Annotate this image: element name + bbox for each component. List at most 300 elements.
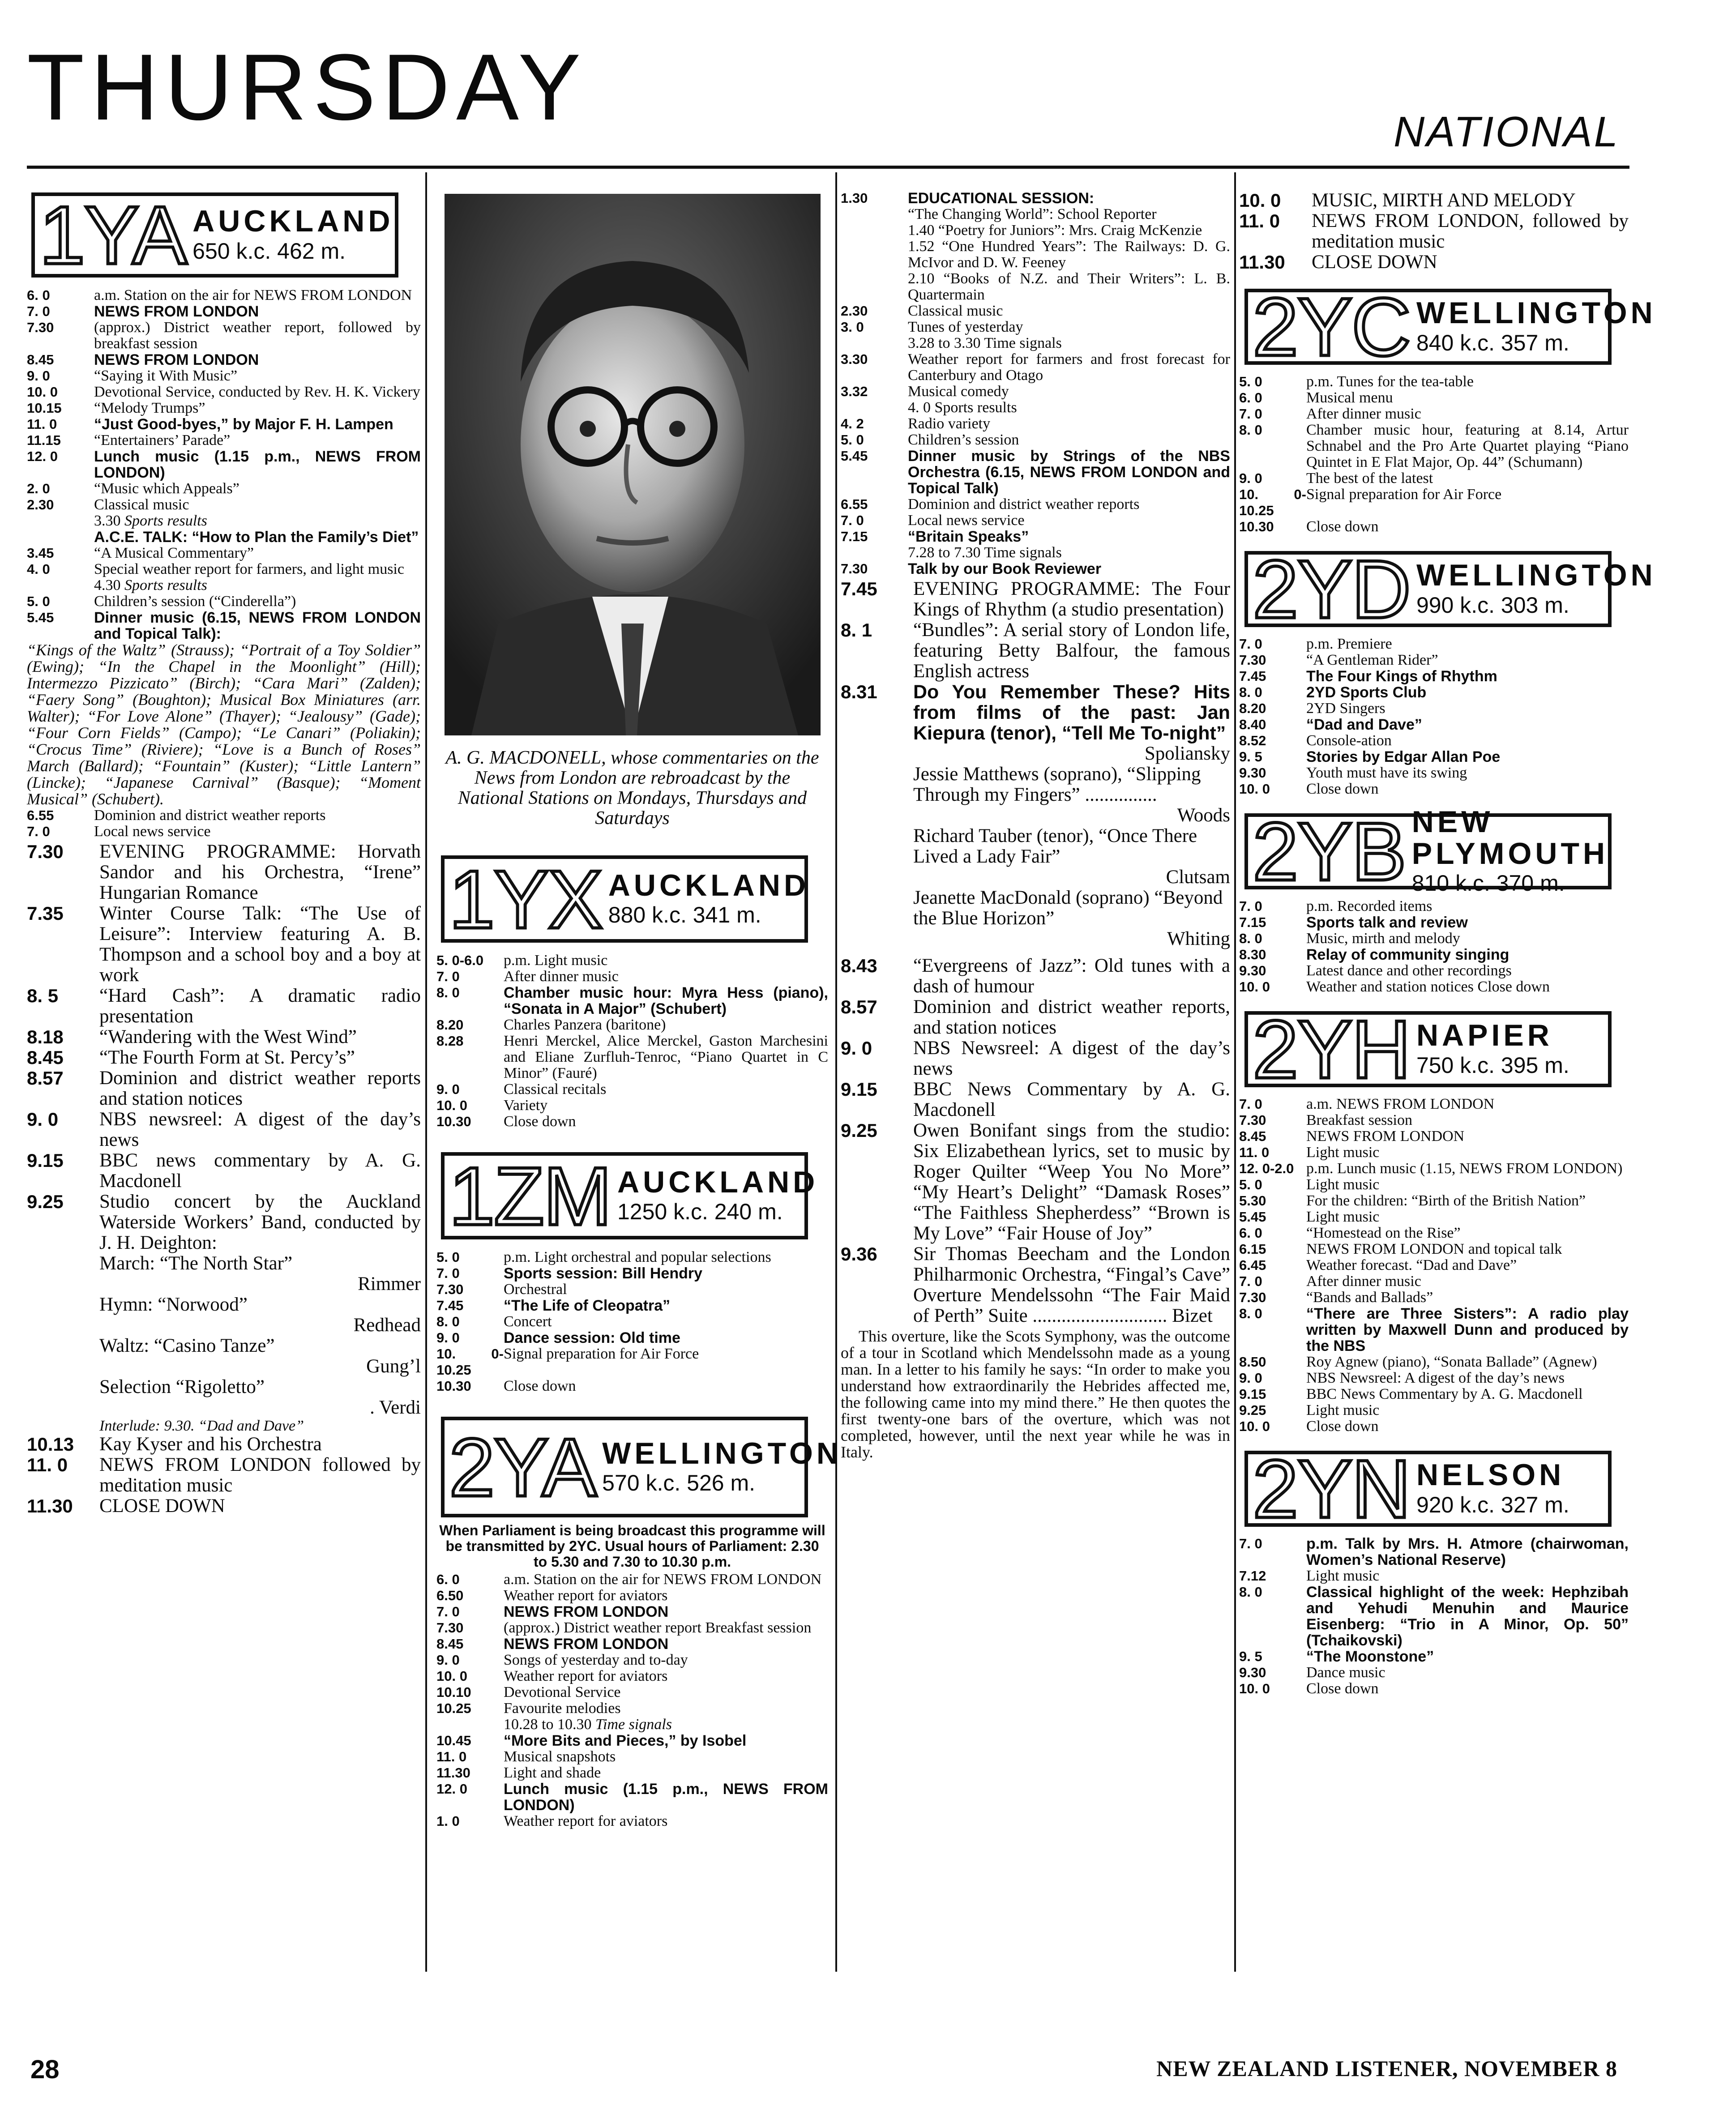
programme-entry (436, 1249, 828, 1265)
entry-time: 8.40 (1239, 717, 1266, 732)
entry-text: Dinner music (6.15, NEWS FROM LONDON and Topical Talk): (94, 609, 421, 642)
entry-text: Dominion and district weather reports and station notices (99, 1068, 421, 1109)
entry-text: NEWS FROM LONDON (1306, 1128, 1465, 1145)
entry-text: Light music (1306, 1568, 1380, 1584)
twoya-closing-list (1239, 190, 1629, 273)
entry-text: Close down (1306, 1680, 1379, 1697)
entry-text: Local news service (908, 512, 1025, 529)
entry-text: “Britain Speaks” (908, 528, 1029, 545)
entry-text: Signal preparation for Air Force (504, 1346, 699, 1362)
station-box-2yh (1244, 1003, 1612, 1095)
credit-title: Richard Tauber (tenor), “Once There Lived a Lady Fair” (913, 825, 1197, 867)
entry-text: Tunes of yesterday (908, 319, 1023, 335)
entry-text: Light music (1306, 1144, 1380, 1161)
programme-entry (1239, 684, 1629, 701)
entry-time: 7. 0 (841, 513, 864, 528)
entry-time: 7.30 (1239, 1112, 1266, 1128)
programme-entry (436, 1749, 828, 1765)
portrait-photo (445, 194, 821, 735)
entry-time: 7.30 (436, 1620, 464, 1636)
programme-entry (841, 448, 1230, 496)
programme-entry (436, 985, 828, 1017)
twoya-late-list (841, 956, 1230, 1326)
station-frequency: 840 k.c. 357 m. (1416, 330, 1569, 355)
entry-text: Close down (1306, 518, 1379, 535)
callsign: 1YX (449, 853, 602, 945)
programme-entry (1239, 1418, 1629, 1435)
entry-text: Dinner music by Strings of the NBS Orchestra (6.15, NEWS FROM LONDON and Topical Talk) (908, 448, 1230, 497)
programme-entry (1239, 979, 1629, 995)
programme-entry (1239, 190, 1629, 211)
entry-text: Devotional Service (504, 1684, 621, 1700)
credit-title: March: “The North Star” (99, 1253, 293, 1274)
entry-text: After dinner music (1306, 406, 1421, 422)
credit-title: Selection “Rigoletto” (99, 1376, 265, 1397)
entry-text: The best of the latest (1306, 470, 1433, 487)
programme-entry (1239, 1536, 1629, 1568)
station-box-1zm (441, 1149, 819, 1242)
entry-time: 10. 0 (1239, 979, 1270, 995)
entry-time: 10. 0 (1239, 1418, 1270, 1434)
entry-text: p.m. Light orchestral and popular selections (504, 1249, 771, 1265)
entry-time: 11.30 (27, 1495, 73, 1516)
programme-entry (1239, 1193, 1629, 1209)
programme-entry (27, 416, 421, 432)
entry-text: NBS Newsreel: A digest of the day’s news (1306, 1370, 1565, 1386)
entry-text: NEWS FROM LONDON (504, 1603, 669, 1620)
entry-text: Weather report for aviators (504, 1813, 668, 1829)
entry-text: Dance session: Old time (504, 1329, 680, 1346)
programme-entry (841, 319, 1230, 335)
publication-line: NEW ZEALAND LISTENER, NOVEMBER 8 (1156, 2056, 1617, 2081)
programme-entry (841, 400, 1230, 416)
entry-time: 9.25 (841, 1120, 877, 1141)
entry-time: 7. 0 (1239, 406, 1262, 422)
programme-entry (436, 1265, 828, 1282)
entry-time: 5.45 (841, 448, 868, 464)
entry-text: Close down (504, 1113, 576, 1130)
callsign: 2YD (1253, 543, 1410, 635)
sub-entry: 4.30 Sports results (94, 577, 207, 594)
entry-time: 6. 0 (1239, 390, 1262, 406)
entry-time: 5. 0 (27, 594, 50, 609)
station-box-2ya (441, 1417, 842, 1517)
programme-entry (1239, 668, 1629, 684)
callsign: 2YB (1253, 805, 1406, 897)
entry-text: Weather report for aviators (504, 1668, 668, 1684)
programme-entry (1239, 1241, 1629, 1257)
entry-text: p.m. Premiere (1306, 636, 1392, 652)
programme-entry (1239, 749, 1629, 765)
programme-entry (27, 842, 421, 903)
entry-time: 7. 0 (1239, 1273, 1262, 1289)
entry-time: 11.15 (27, 432, 61, 448)
entry-time: 11. 0 (27, 416, 57, 432)
entry-text: Kay Kyser and his Orchestra (99, 1434, 322, 1455)
entry-text: Breakfast session (1306, 1112, 1413, 1128)
credit-composer: Woods (1177, 805, 1230, 826)
entry-time: 1.30 (841, 190, 868, 206)
programme-entry (436, 1620, 828, 1636)
entry-text: 2YD Sports Club (1306, 684, 1427, 701)
twoyn-list (1239, 1536, 1629, 1697)
programme-entry (841, 545, 1230, 561)
music-credit (913, 743, 1230, 764)
entry-text: “A Gentleman Rider” (1306, 652, 1438, 668)
entry-time: 7. 0 (1239, 1096, 1262, 1112)
entry-time: 10.13 (27, 1434, 74, 1455)
programme-entry (841, 1079, 1230, 1120)
entry-text: “Evergreens of Jazz”: Old tunes with a dash of humour (913, 955, 1230, 997)
entry-text: Owen Bonifant sings from the studio: Six Elizabethean lyrics, set to music by Roger Quilter “Weep You No More” “My Heart’s Delight” “Damask Roses” “The Faithless Shepherdess” “Brown is My Love” “Fair House of Joy” (913, 1120, 1230, 1244)
credit-composer: Clutsam (1166, 867, 1230, 888)
entry-time: 8.45 (27, 1047, 64, 1068)
programme-entry (841, 190, 1230, 206)
entry-text: NEWS FROM LONDON (94, 351, 259, 368)
station-city: WELLINGTON (1416, 296, 1656, 330)
programme-entry (1239, 1273, 1629, 1290)
entry-text: After dinner music (504, 968, 619, 985)
entry-time: 5. 0 (1239, 1177, 1262, 1192)
entry-text: Latest dance and other recordings (1306, 962, 1512, 979)
programme-entry (27, 1150, 421, 1192)
entry-time: 9.15 (841, 1079, 877, 1100)
station-frequency: 880 k.c. 341 m. (608, 902, 761, 928)
programme-entry (1239, 1402, 1629, 1418)
entry-time: 10.15 (27, 400, 62, 416)
sub-entry: A.C.E. TALK: “How to Plan the Family’s Diet” (94, 529, 419, 546)
music-credit (99, 1294, 421, 1336)
entry-time: 7. 0 (436, 969, 460, 984)
programme-entry (27, 1047, 421, 1068)
entry-time: 9.15 (27, 1150, 64, 1171)
programme-entry (436, 1604, 828, 1620)
programme-entry (436, 1765, 828, 1781)
entry-time: 6. 0 (1239, 1225, 1262, 1241)
entry-time: 2.30 (27, 497, 54, 513)
programme-entry (1239, 701, 1629, 717)
entry-text: NEWS FROM LONDON (94, 303, 259, 320)
programme-entry (1239, 947, 1629, 963)
entry-text: 4. 0 Sports results (908, 399, 1017, 416)
twoya-list (432, 1572, 833, 1829)
programme-entry (841, 956, 1230, 997)
entry-text: Console-ation (1306, 732, 1392, 749)
programme-entry (27, 561, 421, 577)
entry-time: 6.55 (841, 496, 868, 512)
entry-time: 11.30 (436, 1765, 470, 1781)
programme-entry (1239, 1225, 1629, 1241)
entry-text: Studio concert by the Auckland Waterside Workers’ Band, conducted by J. H. Deighton: (99, 1191, 421, 1253)
entry-time: 8.45 (1239, 1128, 1266, 1144)
entry-time: 7.30 (27, 841, 64, 862)
entry-text: 3.28 to 3.30 Time signals (908, 335, 1062, 351)
programme-entry (1239, 211, 1629, 252)
entry-text: Sports session: Bill Hendry (504, 1265, 702, 1282)
programme-entry (436, 1330, 828, 1346)
entry-text: Do You Remember These? Hits from films of the past: Jan Kiepura (tenor), “Tell Me To-night” (913, 681, 1230, 744)
entry-text: Weather forecast. “Dad and Dave” (1306, 1257, 1517, 1273)
entry-text: Local news service (94, 823, 211, 840)
entry-text: Chamber music hour: Myra Hess (piano), “Sonata in A Major” (Schubert) (504, 984, 828, 1017)
parliament-note: When Parliament is being broadcast this programme will be transmitted by 2YC. Usual hours of Parliament: 2.30 to 5.30 and 7.30 to 10.30 p.m. (439, 1522, 825, 1570)
entry-time: 7. 0 (27, 303, 50, 319)
entry-text: Talk by our Book Reviewer (908, 560, 1102, 577)
entry-time: 8. 0 (436, 985, 460, 1000)
entry-time: 11. 0 (1239, 210, 1280, 231)
twoyc-list (1239, 374, 1629, 535)
station-frequency: 990 k.c. 303 m. (1416, 592, 1569, 618)
entry-text: Weather report for farmers and frost forecast for Canterbury and Otago (908, 351, 1230, 384)
programme-entry (436, 953, 828, 969)
programme-entry (1239, 931, 1629, 947)
entry-text: Roy Agnew (piano), “Sonata Ballade” (Agnew) (1306, 1354, 1597, 1370)
station-box-2yc (1244, 281, 1656, 373)
entry-text: “Music which Appeals” (94, 480, 239, 497)
entry-text: Youth must have its swing (1306, 765, 1467, 781)
entry-time (841, 400, 908, 416)
entry-text: (approx.) District weather report Breakfast session (504, 1619, 812, 1636)
programme-entry (436, 1298, 828, 1314)
entry-time: 10. 0 (436, 1098, 467, 1113)
twoya-evening-list (841, 579, 1230, 743)
entry-time: 7. 0 (436, 1265, 460, 1281)
programme-entry (27, 1068, 421, 1109)
entry-time: 8.50 (1239, 1354, 1266, 1370)
entry-text: Orchestral (504, 1281, 567, 1298)
entry-text: “There are Three Sisters”: A radio play written by Maxwell Dunn and produced by the NBS (1306, 1305, 1629, 1354)
entry-time: 8.18 (27, 1026, 64, 1047)
top-rule (27, 166, 1629, 169)
programme-entry (436, 1033, 828, 1081)
iyx-list (432, 953, 833, 1130)
izm-list (432, 1249, 833, 1394)
entry-time: 8.20 (436, 1017, 464, 1033)
entry-time: 5. 0 (841, 432, 864, 448)
entry-time: 9.30 (1239, 765, 1266, 781)
credit-title: Hymn: “Norwood” (99, 1294, 248, 1315)
programme-entry (27, 287, 421, 303)
programme-entry (27, 824, 421, 840)
entry-time: 9. 0 (27, 368, 50, 384)
programme-entry (841, 1038, 1230, 1079)
entry-time: 8.28 (436, 1033, 464, 1049)
entry-time: 9.25 (1239, 1402, 1266, 1418)
entry-time: 9. 5 (1239, 1649, 1262, 1664)
programme-entry (436, 1346, 828, 1378)
entry-time: 6. 0 (436, 1572, 460, 1587)
programme-entry (27, 986, 421, 1027)
twoyh-list (1239, 1096, 1629, 1435)
entry-text: (approx.) District weather report, followed by breakfast session (94, 319, 421, 352)
entry-text: Classical recitals (504, 1081, 607, 1098)
entry-time: 8.31 (841, 681, 877, 702)
entry-text: Light music (1306, 1209, 1380, 1225)
programme-entry (1239, 636, 1629, 652)
programme-entry (841, 682, 1230, 743)
programme-entry (1239, 914, 1629, 931)
programme-entry (436, 969, 828, 985)
credit-title: Jeanette MacDonald (soprano) “Beyond the Blue Horizon” (913, 887, 1223, 929)
iya-evening-list (27, 842, 421, 1516)
film-hits-list (913, 743, 1230, 949)
entry-time: 8.45 (27, 352, 54, 367)
station-box-2yn (1244, 1443, 1612, 1535)
programme-entry (841, 529, 1230, 545)
entry-time: 10. 0-10.25 (1239, 487, 1306, 518)
programme-entry (1239, 652, 1629, 668)
programme-entry (841, 351, 1230, 384)
section-label: NATIONAL (1394, 108, 1620, 156)
station-city: NAPIER (1416, 1018, 1553, 1053)
entry-text: p.m. Recorded items (1306, 898, 1432, 914)
programme-entry (436, 1314, 828, 1330)
entry-time: 8. 0 (1239, 931, 1262, 946)
programme-entry (841, 222, 1230, 239)
entry-time: 8. 1 (841, 619, 872, 641)
callsign: 2YN (1253, 1443, 1410, 1535)
programme-entry (841, 997, 1230, 1038)
entry-time: 7.45 (841, 578, 877, 599)
programme-entry (841, 303, 1230, 319)
entry-time: 8. 0 (436, 1314, 460, 1329)
entry-time: 6.50 (436, 1588, 464, 1603)
station-box-1ya (31, 189, 398, 281)
entry-time: 10.30 (1239, 519, 1274, 534)
programme-entry (27, 449, 421, 481)
entry-time: 5.30 (1239, 1193, 1266, 1209)
programme-entry (1239, 1681, 1629, 1697)
entry-time: 5.45 (27, 610, 54, 625)
credit-composer: Redhead (353, 1315, 421, 1336)
entry-time (841, 206, 908, 222)
programme-entry (27, 384, 421, 400)
entry-time: 7. 0 (1239, 636, 1262, 652)
entry-text: p.m. Lunch music (1.15, NEWS FROM LONDON) (1306, 1160, 1623, 1177)
music-credit (913, 888, 1230, 949)
programme-entry (436, 1700, 828, 1717)
programme-entry (1239, 519, 1629, 535)
music-credit (913, 826, 1230, 888)
entry-time: 8. 0 (1239, 422, 1262, 438)
callsign: 2YC (1253, 281, 1410, 373)
programme-entry (841, 513, 1230, 529)
programme-entry (27, 1109, 421, 1150)
programme-entry (27, 1192, 421, 1253)
programme-entry (841, 384, 1230, 400)
entry-time: 10. 0 (27, 384, 58, 400)
entry-text: MUSIC, MIRTH AND MELODY (1312, 190, 1576, 211)
concert-list (99, 1253, 421, 1418)
entry-text: NBS newsreel: A digest of the day’s news (99, 1109, 421, 1150)
entry-text: Stories by Edgar Allan Poe (1306, 748, 1501, 765)
programme-entry (1239, 470, 1629, 487)
station-frequency: 650 k.c. 462 m. (192, 238, 346, 264)
entry-time: 5. 0 (1239, 374, 1262, 389)
entry-time: 9.15 (1239, 1386, 1266, 1402)
entry-time (841, 222, 908, 239)
entry-text: NEWS FROM LONDON (504, 1636, 669, 1653)
programme-entry (1239, 1209, 1629, 1225)
programme-entry (1239, 1112, 1629, 1128)
entry-text: p.m. Light music (504, 952, 608, 969)
entry-time: 7.30 (1239, 1290, 1266, 1305)
entry-time: 2. 0 (27, 481, 50, 496)
entry-time (841, 545, 908, 561)
entry-text: Musical menu (1306, 389, 1393, 406)
callsign: 2YA (449, 1421, 596, 1513)
entry-time: 8.20 (1239, 701, 1266, 716)
sub-entry: 3.30 Sports results (94, 513, 207, 529)
entry-time: 5.45 (1239, 1209, 1266, 1225)
programme-entry (27, 807, 421, 824)
programme-entry (27, 1455, 421, 1496)
music-credit (99, 1336, 421, 1377)
credit-composer: . Verdi (370, 1397, 421, 1418)
portrait-image (445, 194, 821, 735)
entry-text: a.m. Station on the air for NEWS FROM LONDON (504, 1571, 822, 1588)
entry-time: 7.35 (27, 903, 64, 924)
station-city: WELLINGTON (1416, 558, 1656, 593)
entry-text: “Bundles”: A serial story of London life, featuring Betty Balfour, the famous English actress (913, 619, 1230, 682)
station-frequency: 750 k.c. 395 m. (1416, 1052, 1569, 1078)
entry-time: 8.30 (1239, 947, 1266, 962)
entry-text: Musical comedy (908, 383, 1009, 400)
entry-text: CLOSE DOWN (99, 1495, 225, 1516)
entry-time: 7. 0 (436, 1604, 460, 1619)
entry-text: “The Fourth Form at St. Percy’s” (99, 1047, 355, 1068)
entry-time (841, 335, 908, 351)
entry-text: Winter Course Talk: “The Use of Leisure”: Interview featuring A. B. Thompson and a school boy and a boy at work (99, 903, 421, 986)
entry-text: Sir Thomas Beecham and the London Philharmonic Orchestra, “Fingal’s Cave” Overture Mendelssohn “The Fair Maid of Perth” Suite ............................ Bizet (913, 1243, 1230, 1326)
entry-text: Classical music (908, 303, 1003, 319)
programme-entry (841, 1120, 1230, 1244)
programme-entry (1239, 1665, 1629, 1681)
entry-time: 10. 0 (1239, 781, 1270, 797)
entry-time: 10.45 (436, 1733, 471, 1748)
programme-entry (1239, 1290, 1629, 1306)
programme-entry (436, 1636, 828, 1652)
programme-entry (1239, 1128, 1629, 1145)
entry-text: Weather and station notices Close down (1306, 978, 1550, 995)
entry-time: 2.30 (841, 303, 868, 319)
entry-text: Children’s session (908, 431, 1019, 448)
entry-time: 7.45 (436, 1298, 464, 1313)
entry-text: “Just Good-byes,” by Major F. H. Lampen (94, 416, 393, 433)
entry-time: 7.12 (1239, 1568, 1266, 1584)
entry-text: Light music (1306, 1402, 1380, 1418)
programme-entry (841, 416, 1230, 432)
entry-time: 8.43 (841, 955, 877, 976)
photo-caption: A. G. MACDONELL, whose commentaries on the News from London are rebroadcast by the National Stations on Mondays, Thursdays and Saturdays (445, 748, 819, 829)
entry-text: Concert (504, 1313, 552, 1330)
entry-text: “Homestead on the Rise” (1306, 1225, 1461, 1241)
programme-entry (841, 496, 1230, 513)
entry-text: Radio variety (908, 415, 991, 432)
column-rule (425, 172, 427, 1972)
programme-entry (841, 620, 1230, 682)
entry-text: “Entertainers’ Parade” (94, 432, 231, 449)
music-credit (913, 764, 1230, 826)
programme-entry (1239, 1096, 1629, 1112)
entry-time: 11. 0 (27, 1454, 68, 1475)
entry-time: 9.30 (1239, 963, 1266, 978)
programme-entry (1239, 1306, 1629, 1354)
entry-text: BBC News Commentary by A. G. Macdonell (1306, 1386, 1583, 1402)
entry-text: Dominion and district weather reports (94, 807, 326, 824)
entry-text: BBC news commentary by A. G. Macdonell (99, 1150, 421, 1192)
programme-entry (841, 335, 1230, 351)
